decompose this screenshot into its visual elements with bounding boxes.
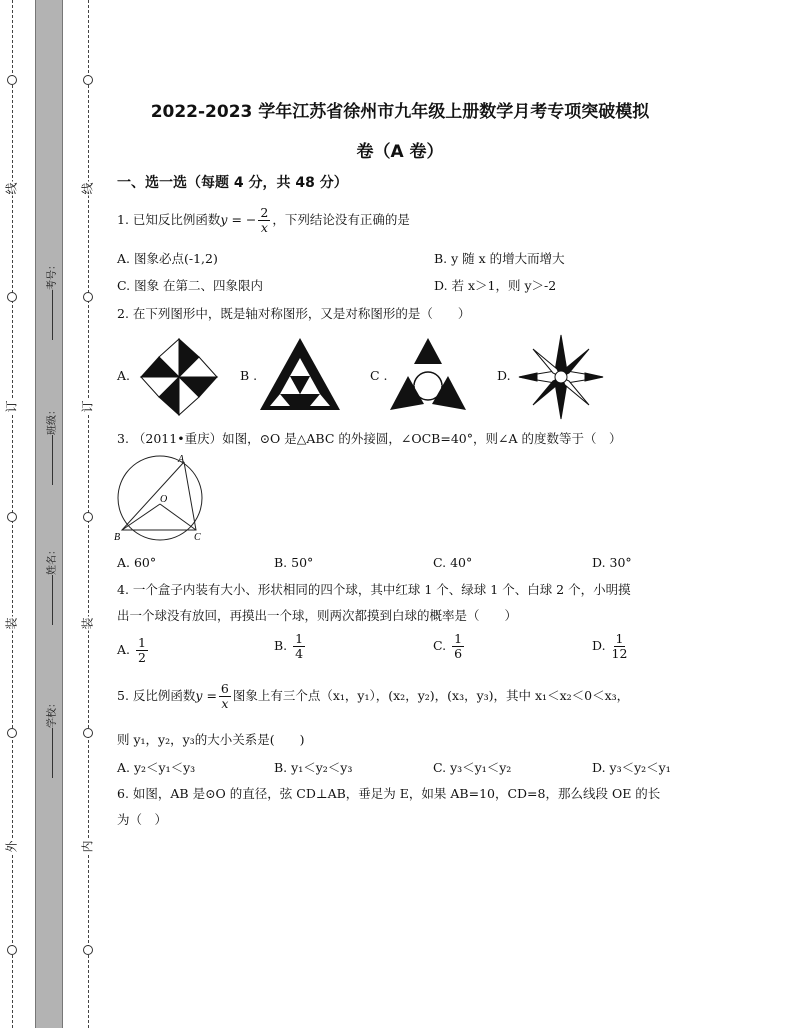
q5-option-a[interactable]: A. y₂＜y₁＜y₃	[117, 760, 196, 775]
q2-option-b-label[interactable]: B .	[240, 368, 258, 383]
page-title: 2022-2023 学年江苏省徐州市九年级上册数学月考专项突破模拟 卷（A 卷）	[150, 102, 650, 162]
section-heading: 一、选一选（每题 4 分，共 48 分）	[117, 175, 348, 191]
compass-star-figure	[517, 333, 605, 421]
q1-option-d[interactable]: D. 若 x＞1，则 y＞-2	[434, 278, 557, 293]
pinwheel-figure	[137, 335, 221, 419]
q1-option-a[interactable]: A. 图象必点(-1,2)	[117, 251, 218, 266]
class-field[interactable]: 班级：	[43, 405, 58, 485]
q4-option-c[interactable]: C. $\frac{1}{6}$	[433, 631, 463, 661]
binding-char: 内	[80, 840, 95, 853]
hole-circle	[83, 945, 93, 955]
binding-char: 订	[80, 400, 95, 413]
hole-circle	[7, 728, 17, 738]
q1-option-b[interactable]: B. y 随 x 的增大而增大	[434, 251, 565, 266]
q2-option-a-label[interactable]: A.	[117, 368, 131, 383]
point-label: O	[160, 494, 168, 505]
hole-circle	[7, 75, 17, 85]
school-field[interactable]: 学校：	[43, 698, 58, 778]
q1-option-c[interactable]: C. 图象 在第二、四象限内	[117, 278, 264, 293]
hole-circle	[7, 945, 17, 955]
hole-circle	[7, 512, 17, 522]
question-3: 3. （2011•重庆）如图，⊙O 是△ABC 的外接圆，∠OCB=40°，则∠A 的度数等于（ ）	[117, 431, 622, 446]
question-5: 5. 反比例函数y = $\frac{6}{x}$ 图象上有三个点（x₁，y₁），(x₂，y₂)，(x₃，y₃)，其中 x₁＜x₂＜0＜x₃，	[117, 681, 630, 711]
q3-option-c[interactable]: C. 40°	[433, 555, 473, 570]
exam-number-field[interactable]: 考号：	[43, 260, 58, 340]
binding-char: 装	[80, 617, 95, 630]
hole-circle	[83, 728, 93, 738]
q3-option-a[interactable]: A. 60°	[117, 555, 157, 570]
question-6-line2: 为（ ）	[117, 812, 168, 827]
name-field[interactable]: 姓名：	[43, 545, 58, 625]
q5-option-b[interactable]: B. y₁＜y₂＜y₃	[274, 760, 353, 775]
q2-option-d-label[interactable]: D.	[497, 368, 511, 383]
question-4-line1: 4. 一个盒子内装有大小、形状相同的四个球，其中红球 1 个、绿球 1 个、白球 2 个，小明摸	[117, 582, 631, 597]
hole-circle	[83, 75, 93, 85]
point-label: A	[178, 454, 185, 465]
point-label: C	[194, 532, 201, 543]
q4-option-a[interactable]: A. $\frac{1}{2}$	[117, 635, 146, 665]
binding-strip	[0, 0, 100, 1028]
q5-option-c[interactable]: C. y₃＜y₁＜y₂	[433, 760, 512, 775]
binding-char: 线	[4, 182, 19, 195]
q4-option-b[interactable]: B. $\frac{1}{4}$	[274, 631, 304, 661]
triangle-figure	[258, 336, 342, 412]
question-1: 1. 已知反比例函数y = − $\frac{2}{x}$ ，下列结论没有正确的是	[117, 205, 410, 235]
question-2: 2. 在下列图形中，既是轴对称图形，又是对称图形的是（ ）	[117, 306, 471, 321]
q2-option-c-label[interactable]: C .	[370, 368, 388, 383]
point-label: B	[114, 532, 121, 543]
q4-option-d[interactable]: D. $\frac{1}{12}$	[592, 631, 628, 661]
binding-char: 订	[4, 400, 19, 413]
binding-char: 外	[4, 840, 19, 853]
hole-circle	[83, 292, 93, 302]
question-6-line1: 6. 如图，AB 是⊙O 的直径，弦 CD⊥AB，垂足为 E，如果 AB=10，CD=8，那么线段 OE 的长	[117, 786, 661, 801]
question-5-line2: 则 y₁，y₂，y₃的大小关系是( )	[117, 732, 305, 747]
q3-option-d[interactable]: D. 30°	[592, 555, 632, 570]
q5-option-d[interactable]: D. y₃＜y₂＜y₁	[592, 760, 671, 775]
question-4-line2: 出一个球没有放回，再摸出一个球，则两次都摸到白球的概率是（ ）	[117, 608, 518, 623]
hole-circle	[83, 512, 93, 522]
circumcircle-figure	[114, 450, 210, 546]
q3-option-b[interactable]: B. 50°	[274, 555, 314, 570]
trefoil-figure	[386, 336, 470, 414]
binding-char: 线	[80, 182, 95, 195]
binding-gray-bar	[35, 0, 63, 1028]
hole-circle	[7, 292, 17, 302]
binding-char: 装	[4, 617, 19, 630]
